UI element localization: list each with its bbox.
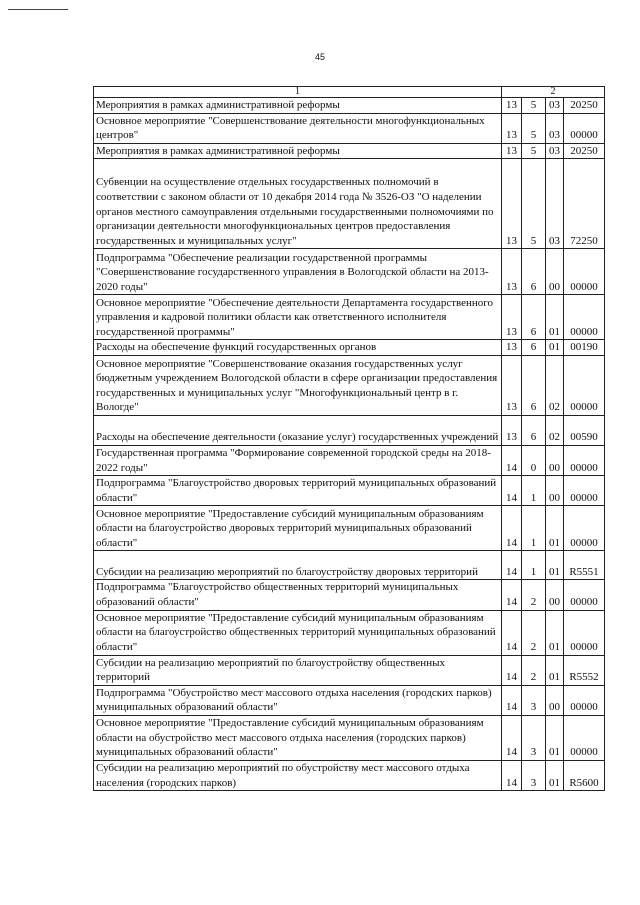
row-code-4: 00000 — [564, 685, 605, 715]
row-code-4: 00000 — [564, 355, 605, 415]
table-row — [94, 715, 605, 760]
table-row — [94, 415, 605, 445]
row-code-2: 6 — [522, 415, 546, 445]
table-row — [94, 113, 605, 143]
table-row — [94, 506, 605, 551]
row-code-1: 13 — [502, 415, 522, 445]
row-code-2: 5 — [522, 143, 546, 159]
row-code-3: 00 — [546, 445, 564, 475]
row-description: Подпрограмма "Благоустройство дворовых территорий муниципальных образований области" — [94, 476, 502, 506]
row-code-2: 2 — [522, 580, 546, 610]
row-code-2: 6 — [522, 249, 546, 295]
row-code-3: 00 — [546, 580, 564, 610]
row-code-1: 14 — [502, 580, 522, 610]
row-description: Основное мероприятие "Обеспечение деятельности Департамента государственного управления и кадровой политики области как ответственного исполнителя государственной программы" — [94, 295, 502, 340]
row-code-1: 13 — [502, 355, 522, 415]
row-code-3: 00 — [546, 476, 564, 506]
row-description: Расходы на обеспечение функций государственных органов — [94, 340, 502, 356]
table-row — [94, 476, 605, 506]
table-header-row — [94, 87, 605, 98]
row-code-3: 01 — [546, 551, 564, 580]
table-row — [94, 685, 605, 715]
row-code-3: 02 — [546, 355, 564, 415]
row-code-3: 01 — [546, 610, 564, 655]
top-rule — [8, 9, 68, 10]
row-code-1: 13 — [502, 98, 522, 114]
table-row — [94, 445, 605, 475]
row-code-2: 1 — [522, 476, 546, 506]
row-code-4: 00000 — [564, 580, 605, 610]
row-code-3: 01 — [546, 715, 564, 760]
row-description: Подпрограмма "Обеспечение реализации государственной программы "Совершенствование государственного управления в Вологодской области на 2013-2020 годы" — [94, 249, 502, 295]
row-code-3: 03 — [546, 159, 564, 249]
row-code-4: R5551 — [564, 551, 605, 580]
row-code-2: 2 — [522, 610, 546, 655]
row-code-4: 00000 — [564, 476, 605, 506]
row-code-3: 01 — [546, 655, 564, 685]
table-row — [94, 143, 605, 159]
row-code-4: 00000 — [564, 113, 605, 143]
row-code-2: 3 — [522, 760, 546, 790]
row-code-2: 6 — [522, 295, 546, 340]
header-col-2: 2 — [502, 87, 605, 98]
row-code-4: 00000 — [564, 445, 605, 475]
page-number: 45 — [314, 52, 325, 62]
row-description: Субсидии на реализацию мероприятий по обустройству мест массового отдыха населения (городских парков) — [94, 760, 502, 790]
row-code-3: 01 — [546, 340, 564, 356]
row-code-2: 1 — [522, 506, 546, 551]
row-code-2: 5 — [522, 113, 546, 143]
row-description: Основное мероприятие "Предоставление субсидий муниципальным образованиям области на обустройство мест массового отдыха населения (городских парков) муниципальных образований области" — [94, 715, 502, 760]
row-code-3: 03 — [546, 98, 564, 114]
row-code-1: 14 — [502, 610, 522, 655]
row-code-1: 13 — [502, 249, 522, 295]
row-code-2: 2 — [522, 655, 546, 685]
table-row — [94, 610, 605, 655]
table-row — [94, 249, 605, 295]
budget-classification-table — [93, 86, 605, 791]
row-code-2: 3 — [522, 715, 546, 760]
row-code-4: 00000 — [564, 506, 605, 551]
row-code-2: 1 — [522, 551, 546, 580]
row-code-2: 6 — [522, 355, 546, 415]
row-code-2: 0 — [522, 445, 546, 475]
row-description: Основное мероприятие "Совершенствование оказания государственных услуг бюджетным учреждением Вологодской области в сфере организации предоставления государственных и муниципальных услуг "Многофункциональный центр в г. Вологде" — [94, 355, 502, 415]
header-col-1: 1 — [94, 87, 502, 98]
row-code-1: 13 — [502, 143, 522, 159]
row-code-4: 20250 — [564, 143, 605, 159]
row-code-3: 03 — [546, 143, 564, 159]
row-code-4: R5600 — [564, 760, 605, 790]
row-code-1: 14 — [502, 760, 522, 790]
row-code-1: 13 — [502, 340, 522, 356]
table-row — [94, 551, 605, 580]
table-row — [94, 580, 605, 610]
row-code-4: 00590 — [564, 415, 605, 445]
table-row — [94, 655, 605, 685]
table-row — [94, 295, 605, 340]
row-code-3: 01 — [546, 295, 564, 340]
row-description: Субсидии на реализацию мероприятий по благоустройству дворовых территорий — [94, 551, 502, 580]
row-description: Подпрограмма "Благоустройство общественных территорий муниципальных образований области" — [94, 580, 502, 610]
row-code-4: 00000 — [564, 249, 605, 295]
row-code-1: 14 — [502, 551, 522, 580]
row-description: Государственная программа "Формирование современной городской среды на 2018-2022 годы" — [94, 445, 502, 475]
row-code-4: 20250 — [564, 98, 605, 114]
row-description: Основное мероприятие "Совершенствование деятельности многофункциональных центров" — [94, 113, 502, 143]
row-code-3: 02 — [546, 415, 564, 445]
table-row — [94, 98, 605, 114]
row-description: Расходы на обеспечение деятельности (оказание услуг) государственных учреждений — [94, 415, 502, 445]
row-code-4: R5552 — [564, 655, 605, 685]
table-row — [94, 340, 605, 356]
row-code-4: 00000 — [564, 715, 605, 760]
row-code-1: 14 — [502, 655, 522, 685]
row-code-3: 00 — [546, 249, 564, 295]
row-description: Мероприятия в рамках административной реформы — [94, 98, 502, 114]
row-code-1: 14 — [502, 715, 522, 760]
table-row — [94, 760, 605, 790]
table-row — [94, 159, 605, 249]
row-code-4: 00000 — [564, 610, 605, 655]
row-code-1: 13 — [502, 159, 522, 249]
row-code-3: 03 — [546, 113, 564, 143]
row-description: Основное мероприятие "Предоставление субсидий муниципальным образованиям области на благоустройство дворовых территорий муниципальных образований области" — [94, 506, 502, 551]
row-description: Субсидии на реализацию мероприятий по благоустройству общественных территорий — [94, 655, 502, 685]
row-code-2: 3 — [522, 685, 546, 715]
table-body — [94, 87, 605, 791]
row-code-2: 5 — [522, 98, 546, 114]
row-code-2: 5 — [522, 159, 546, 249]
row-code-1: 14 — [502, 445, 522, 475]
row-code-3: 01 — [546, 760, 564, 790]
row-description: Подпрограмма "Обустройство мест массового отдыха населения (городских парков) муниципальных образований области" — [94, 685, 502, 715]
row-code-1: 13 — [502, 113, 522, 143]
row-code-1: 14 — [502, 476, 522, 506]
row-code-1: 14 — [502, 685, 522, 715]
row-description: Основное мероприятие "Предоставление субсидий муниципальным образованиям области на благоустройство общественных территорий муниципальных образований области" — [94, 610, 502, 655]
row-code-2: 6 — [522, 340, 546, 356]
row-description: Мероприятия в рамках административной реформы — [94, 143, 502, 159]
row-code-4: 72250 — [564, 159, 605, 249]
row-description: Субвенции на осуществление отдельных государственных полномочий в соответствии с законом области от 10 декабря 2014 года № 3526-ОЗ "О наделении органов местного самоуправления отдельными государственными полномочиями по организации деятельности многофункциональных центров предоставления государственных и муниципальных услуг" — [94, 159, 502, 249]
row-code-1: 14 — [502, 506, 522, 551]
row-code-4: 00190 — [564, 340, 605, 356]
row-code-3: 00 — [546, 685, 564, 715]
row-code-1: 13 — [502, 295, 522, 340]
row-code-4: 00000 — [564, 295, 605, 340]
table-row — [94, 355, 605, 415]
row-code-3: 01 — [546, 506, 564, 551]
